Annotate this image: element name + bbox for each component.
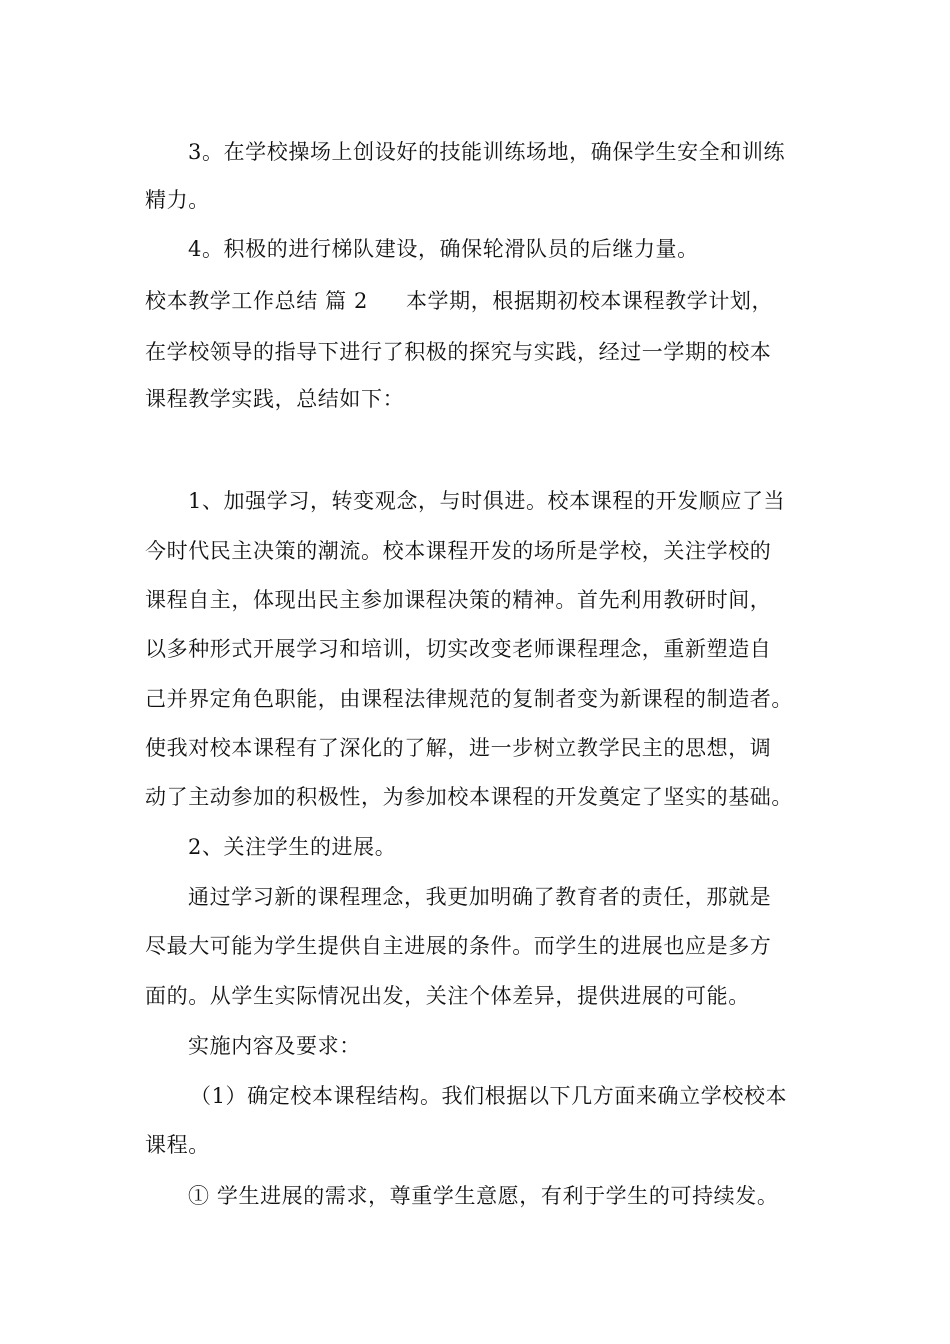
paragraph-line: 尽最大可能为学生提供自主进展的条件。而学生的进展也应是多方 bbox=[145, 934, 772, 958]
paragraph-line: 今时代民主决策的潮流。校本课程开发的场所是学校，关注学校的 bbox=[145, 539, 772, 563]
paragraph-line: 课程自主，体现出民主参加课程决策的精神。首先利用教研时间， bbox=[145, 588, 772, 612]
paragraph-line: 精力。 bbox=[145, 188, 210, 212]
section-intro-text: 本学期，根据期初校本课程教学计划， bbox=[405, 289, 774, 313]
paragraph-line: 己并界定角色职能，由课程法律规范的复制者变为新课程的制造者。 bbox=[145, 687, 793, 711]
paragraph-line: 在学校领导的指导下进行了积极的探究与实践，经过一学期的校本 bbox=[145, 340, 772, 364]
paragraph-line: 以多种形式开展学习和培训，切实改变老师课程理念，重新塑造自 bbox=[145, 637, 772, 661]
paragraph-line: 4。积极的进行梯队建设，确保轮滑队员的后继力量。 bbox=[188, 237, 699, 261]
paragraph-line: 课程。 bbox=[145, 1133, 210, 1157]
section-part-number: 篇 2 bbox=[325, 289, 368, 313]
paragraph-line: 课程教学实践，总结如下： bbox=[145, 387, 405, 411]
paragraph-line: 动了主动参加的积极性，为参加校本课程的开发奠定了坚实的基础。 bbox=[145, 785, 793, 809]
paragraph-line: 2、关注学生的进展。 bbox=[188, 835, 397, 859]
paragraph-line: （1）确定校本课程结构。我们根据以下几方面来确立学校校本 bbox=[190, 1084, 788, 1108]
paragraph-line: 面的。从学生实际情况出发，关注个体差异，提供进展的可能。 bbox=[145, 984, 750, 1008]
paragraph-line: 1、加强学习，转变观念，与时俱进。校本课程的开发顺应了当 bbox=[188, 489, 786, 513]
section-heading-line bbox=[145, 286, 773, 316]
paragraph-line: 使我对校本课程有了深化的了解，进一步树立教学民主的思想，调 bbox=[145, 736, 772, 760]
paragraph-line: 通过学习新的课程理念，我更加明确了教育者的责任，那就是 bbox=[188, 885, 772, 909]
section-title: 校本教学工作总结 bbox=[145, 289, 318, 313]
paragraph-line: 实施内容及要求： bbox=[188, 1034, 361, 1058]
paragraph-line: 3。在学校操场上创设好的技能训练场地，确保学生安全和训练 bbox=[188, 140, 786, 164]
paragraph-line: ① 学生进展的需求，尊重学生意愿，有利于学生的可持续发。 bbox=[188, 1184, 779, 1208]
